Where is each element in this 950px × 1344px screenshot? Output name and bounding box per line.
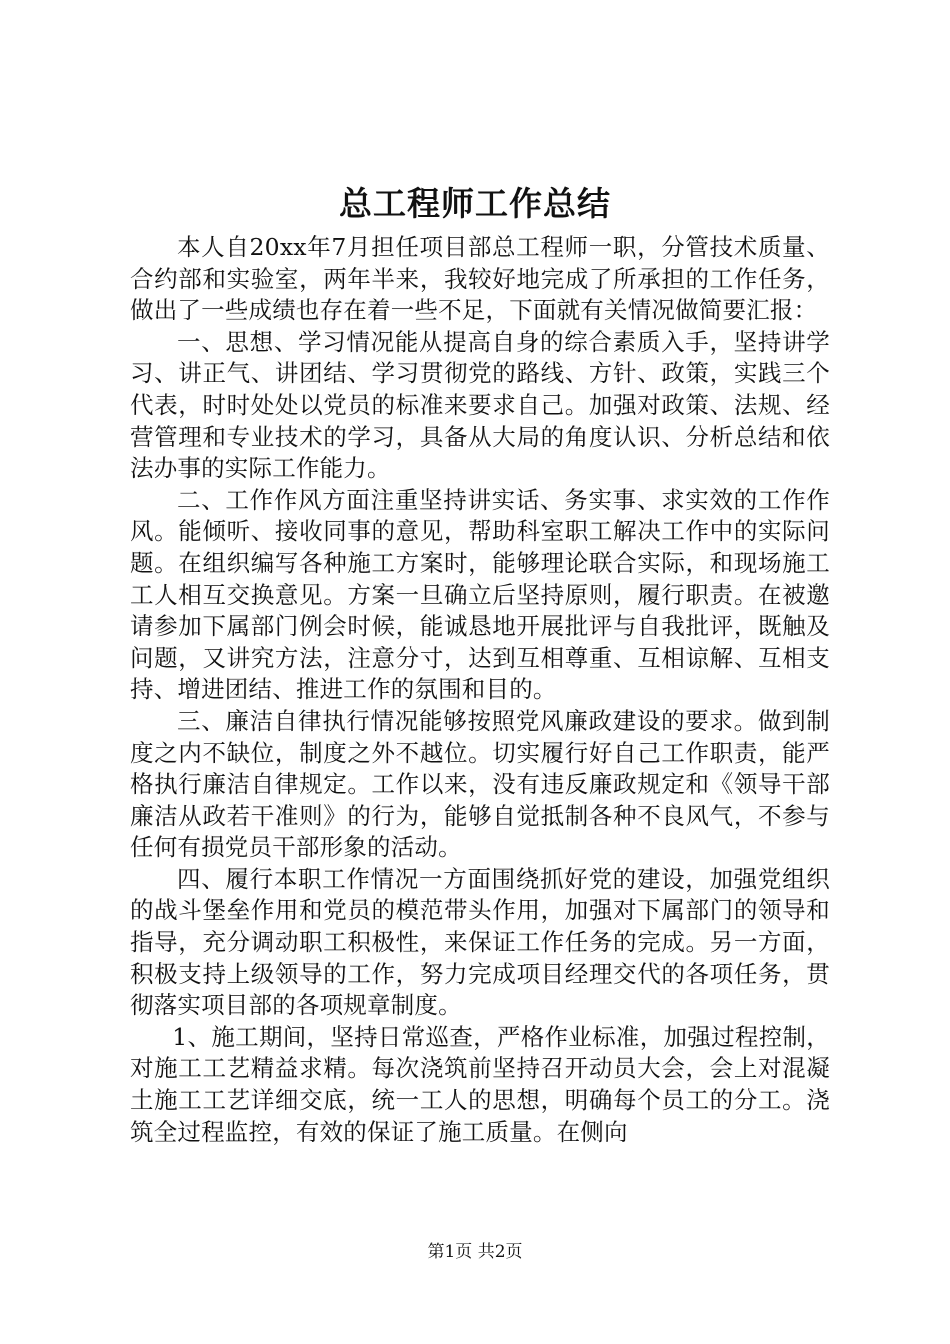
paragraph-section-3: 三、廉洁自律执行情况能够按照党风廉政建设的要求。做到制度之内不缺位，制度之外不越位。切实履行好自己工作职责，能严格执行廉洁自律规定。工作以来，没有违反廉政规定和《领导干部廉洁从政若干准则》的行为，能够自觉抵制各种不良风气，不参与任何有损党员干部形象的活动。 bbox=[130, 706, 830, 862]
page-footer: 第1页 共2页 bbox=[427, 1242, 523, 1262]
paragraph-section-4: 四、履行本职工作情况一方面围绕抓好党的建设，加强党组织的战斗堡垒作用和党员的模范带头作用，加强对下属部门的领导和指导，充分调动职工积极性，来保证工作任务的完成。另一方面，积极支持上级领导的工作，努力完成项目经理交代的各项任务，贯彻落实项目部的各项规章制度。 bbox=[130, 864, 830, 1020]
paragraph-item-1: 1、施工期间，坚持日常巡查，严格作业标准，加强过程控制，对施工工艺精益求精。每次浇筑前坚持召开动员大会，会上对混凝土施工工艺详细交底，统一工人的思想，明确每个员工的分工。浇筑全过程监控，有效的保证了施工质量。在侧向 bbox=[130, 1022, 830, 1146]
paragraph-section-2: 二、工作作风方面注重坚持讲实话、务实事、求实效的工作作风。能倾听、接收同事的意见，帮助科室职工解决工作中的实际问题。在组织编写各种施工方案时，能够理论联合实际，和现场施工工人相互交换意见。方案一旦确立后坚持原则，履行职责。在被邀请参加下属部门例会时候，能诚恳地开展批评与自我批评，既触及问题，又讲究方法，注意分寸，达到互相尊重、互相谅解、互相支持、增进团结、推进工作的氛围和目的。 bbox=[130, 485, 830, 704]
paragraph-section-1: 一、思想、学习情况能从提高自身的综合素质入手，坚持讲学习、讲正气、讲团结、学习贯彻党的路线、方针、政策，实践三个代表，时时处处以党员的标准来要求自己。加强对政策、法规、经营管理和专业技术的学习，具备从大局的角度认识、分析总结和依法办事的实际工作能力。 bbox=[130, 327, 830, 483]
document-title: 总工程师工作总结 bbox=[339, 184, 611, 223]
document-body bbox=[130, 232, 830, 1148]
paragraph-intro: 本人自20xx年7月担任项目部总工程师一职，分管技术质量、合约部和实验室，两年半来，我较好地完成了所承担的工作任务，做出了一些成绩也存在着一些不足，下面就有关情况做简要汇报： bbox=[130, 233, 830, 325]
